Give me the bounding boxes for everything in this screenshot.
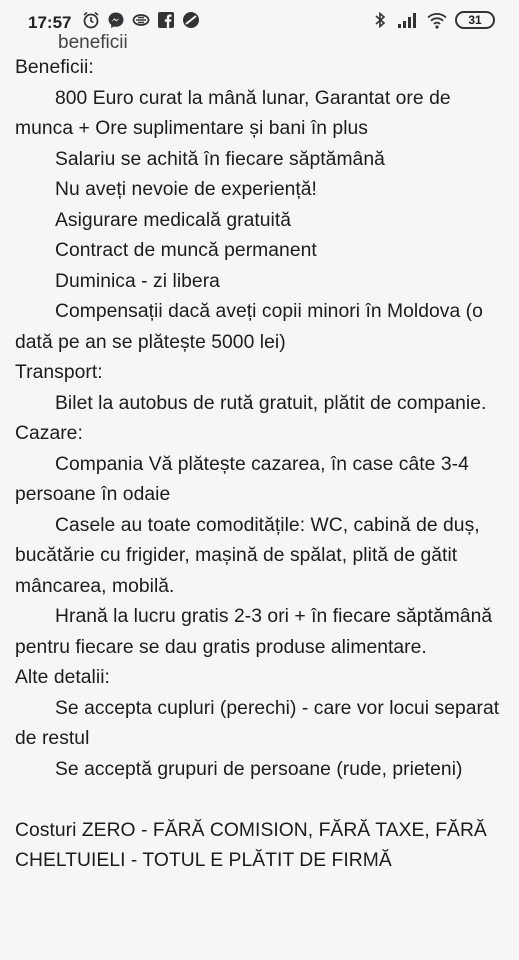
heading-alte-detalii: Alte detalii:: [15, 667, 110, 688]
heading-cazare: Cazare:: [15, 423, 83, 444]
signal-icon: [397, 11, 419, 29]
bluetooth-icon: [371, 11, 389, 29]
blank-line: [15, 785, 510, 816]
clock: 17:57: [28, 13, 72, 32]
blocked-icon: [182, 11, 200, 29]
wifi-icon: [427, 11, 447, 29]
heading-transport: Transport:: [15, 362, 103, 383]
system-icons: [371, 11, 495, 29]
text-line: 800 Euro curat la mână lunar, Garantat ore de munca + Ore suplimentare și bani în plus: [15, 87, 451, 139]
costs-line: Costuri ZERO - FĂRĂ COMISION, FĂRĂ TAXE, FĂRĂ CHELTUIELI - TOTUL E PLĂTIT DE FIRMĂ: [15, 819, 487, 871]
battery-indicator: 31: [455, 11, 495, 29]
text-line: Se acceptă grupuri de persoane (rude, prieteni): [55, 758, 463, 780]
alarm-icon: [82, 11, 100, 29]
notification-icons: [82, 11, 200, 29]
post-text: [15, 53, 510, 877]
text-line: Contract de muncă permanent: [55, 240, 317, 261]
text-line: Bilet la autobus de rută gratuit, plătit de companie.: [55, 392, 487, 414]
text-line: Compania Vă plătește cazarea, în case câte 3-4 persoane în odaie: [15, 453, 469, 505]
text-line: Salariu se achită în fiecare săptămână: [55, 148, 385, 170]
facebook-icon: [157, 11, 175, 29]
heading-beneficii: Beneficii:: [15, 57, 94, 78]
text-line: Duminica - zi libera: [55, 270, 220, 292]
text-line: Casele au toate comoditățile: WC, cabină de duș, bucătărie cu frigider, mașină de spălat, plită de gătit mâncarea, mobilă.: [15, 514, 480, 597]
text-line: Compensații dacă aveți copii minori în Moldova (o dată pe an se plătește 5000 lei): [15, 301, 483, 353]
text-line: Hrană la lucru gratis 2-3 ori + în fiecare săptămână pentru fiecare se dau gratis produse alimentare.: [15, 606, 493, 658]
text-line: Asigurare medicală gratuită: [55, 209, 292, 231]
data-saver-icon: [132, 11, 150, 29]
text-line: Nu aveți nevoie de experiență!: [55, 179, 317, 200]
messenger-icon: [107, 11, 125, 29]
cut-off-line: beneficii: [58, 32, 128, 53]
text-line: Se accepta cupluri (perechi) - care vor locui separat de restul: [15, 697, 500, 749]
